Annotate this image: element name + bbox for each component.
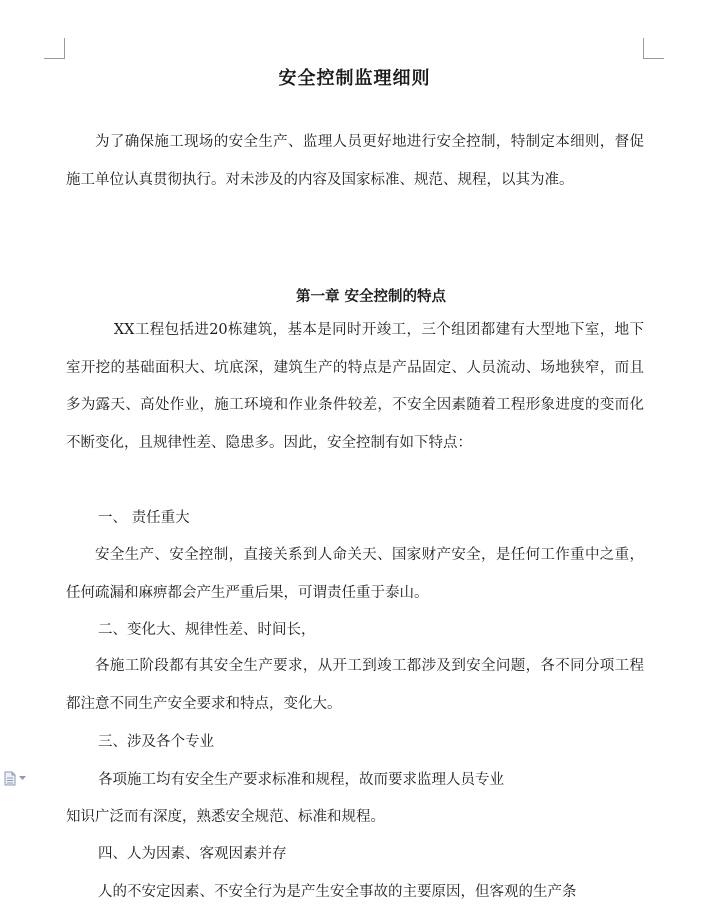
chapter-heading: 第一章 安全控制的特点: [295, 288, 447, 305]
section-3-heading: 三、涉及各个专业: [98, 734, 214, 750]
section-2-heading: 二、变化大、规律性差、时间长，: [98, 622, 316, 638]
section-4-body-partial: 人的不安定因素、不安全行为是产生安全事故的主要原因，但客观的生产条: [98, 884, 577, 900]
section-2-body: 各施工阶段都有其安全生产要求，从开工到竣工都涉及到安全问题，各不同分项工程都注意不同生产安全要求和特点，变化大。: [66, 658, 644, 712]
section-1-heading: 一、 责任重大: [98, 510, 190, 526]
page-corner-mark-top-left: [44, 38, 65, 59]
chapter-paragraph: XX工程包括进20栋建筑，基本是同时开竣工，三个组团都建有大型地下室，地下室开挖的基础面积大、坑底深，建筑生产的特点是产品固定、人员流动、场地狭窄，而且多为露天、高处作业，施工环境和作业条件较差，不安全因素随着工程形象进度的变而化不断变化，且规律性差、隐患多。因此，安全控制有如下特点：: [66, 322, 644, 451]
section-4-heading: 四、人为因素、客观因素并存: [98, 846, 287, 862]
paragraph-options-control[interactable]: [4, 770, 34, 786]
page-corner-mark-top-right: [643, 38, 664, 59]
section-3-body-line1: 各项施工均有安全生产要求标准和规程，故而要求监理人员专业: [98, 772, 504, 788]
document-icon: [4, 771, 16, 786]
dropdown-arrow-icon: [19, 776, 26, 781]
document-title: 安全控制监理细则: [278, 68, 431, 89]
section-3-body-line2: 知识广泛而有深度，熟悉安全规范、标准和规程。: [66, 809, 385, 825]
section-1-body: 安全生产、安全控制，直接关系到人命关天、国家财产安全，是任何工作重中之重，任何疏漏和麻痹都会产生严重后果，可谓责任重于泰山。: [66, 547, 644, 601]
intro-paragraph: 为了确保施工现场的安全生产、监理人员更好地进行安全控制，特制定本细则，督促施工单位认真贯彻执行。对未涉及的内容及国家标准、规范、规程，以其为准。: [66, 134, 644, 188]
